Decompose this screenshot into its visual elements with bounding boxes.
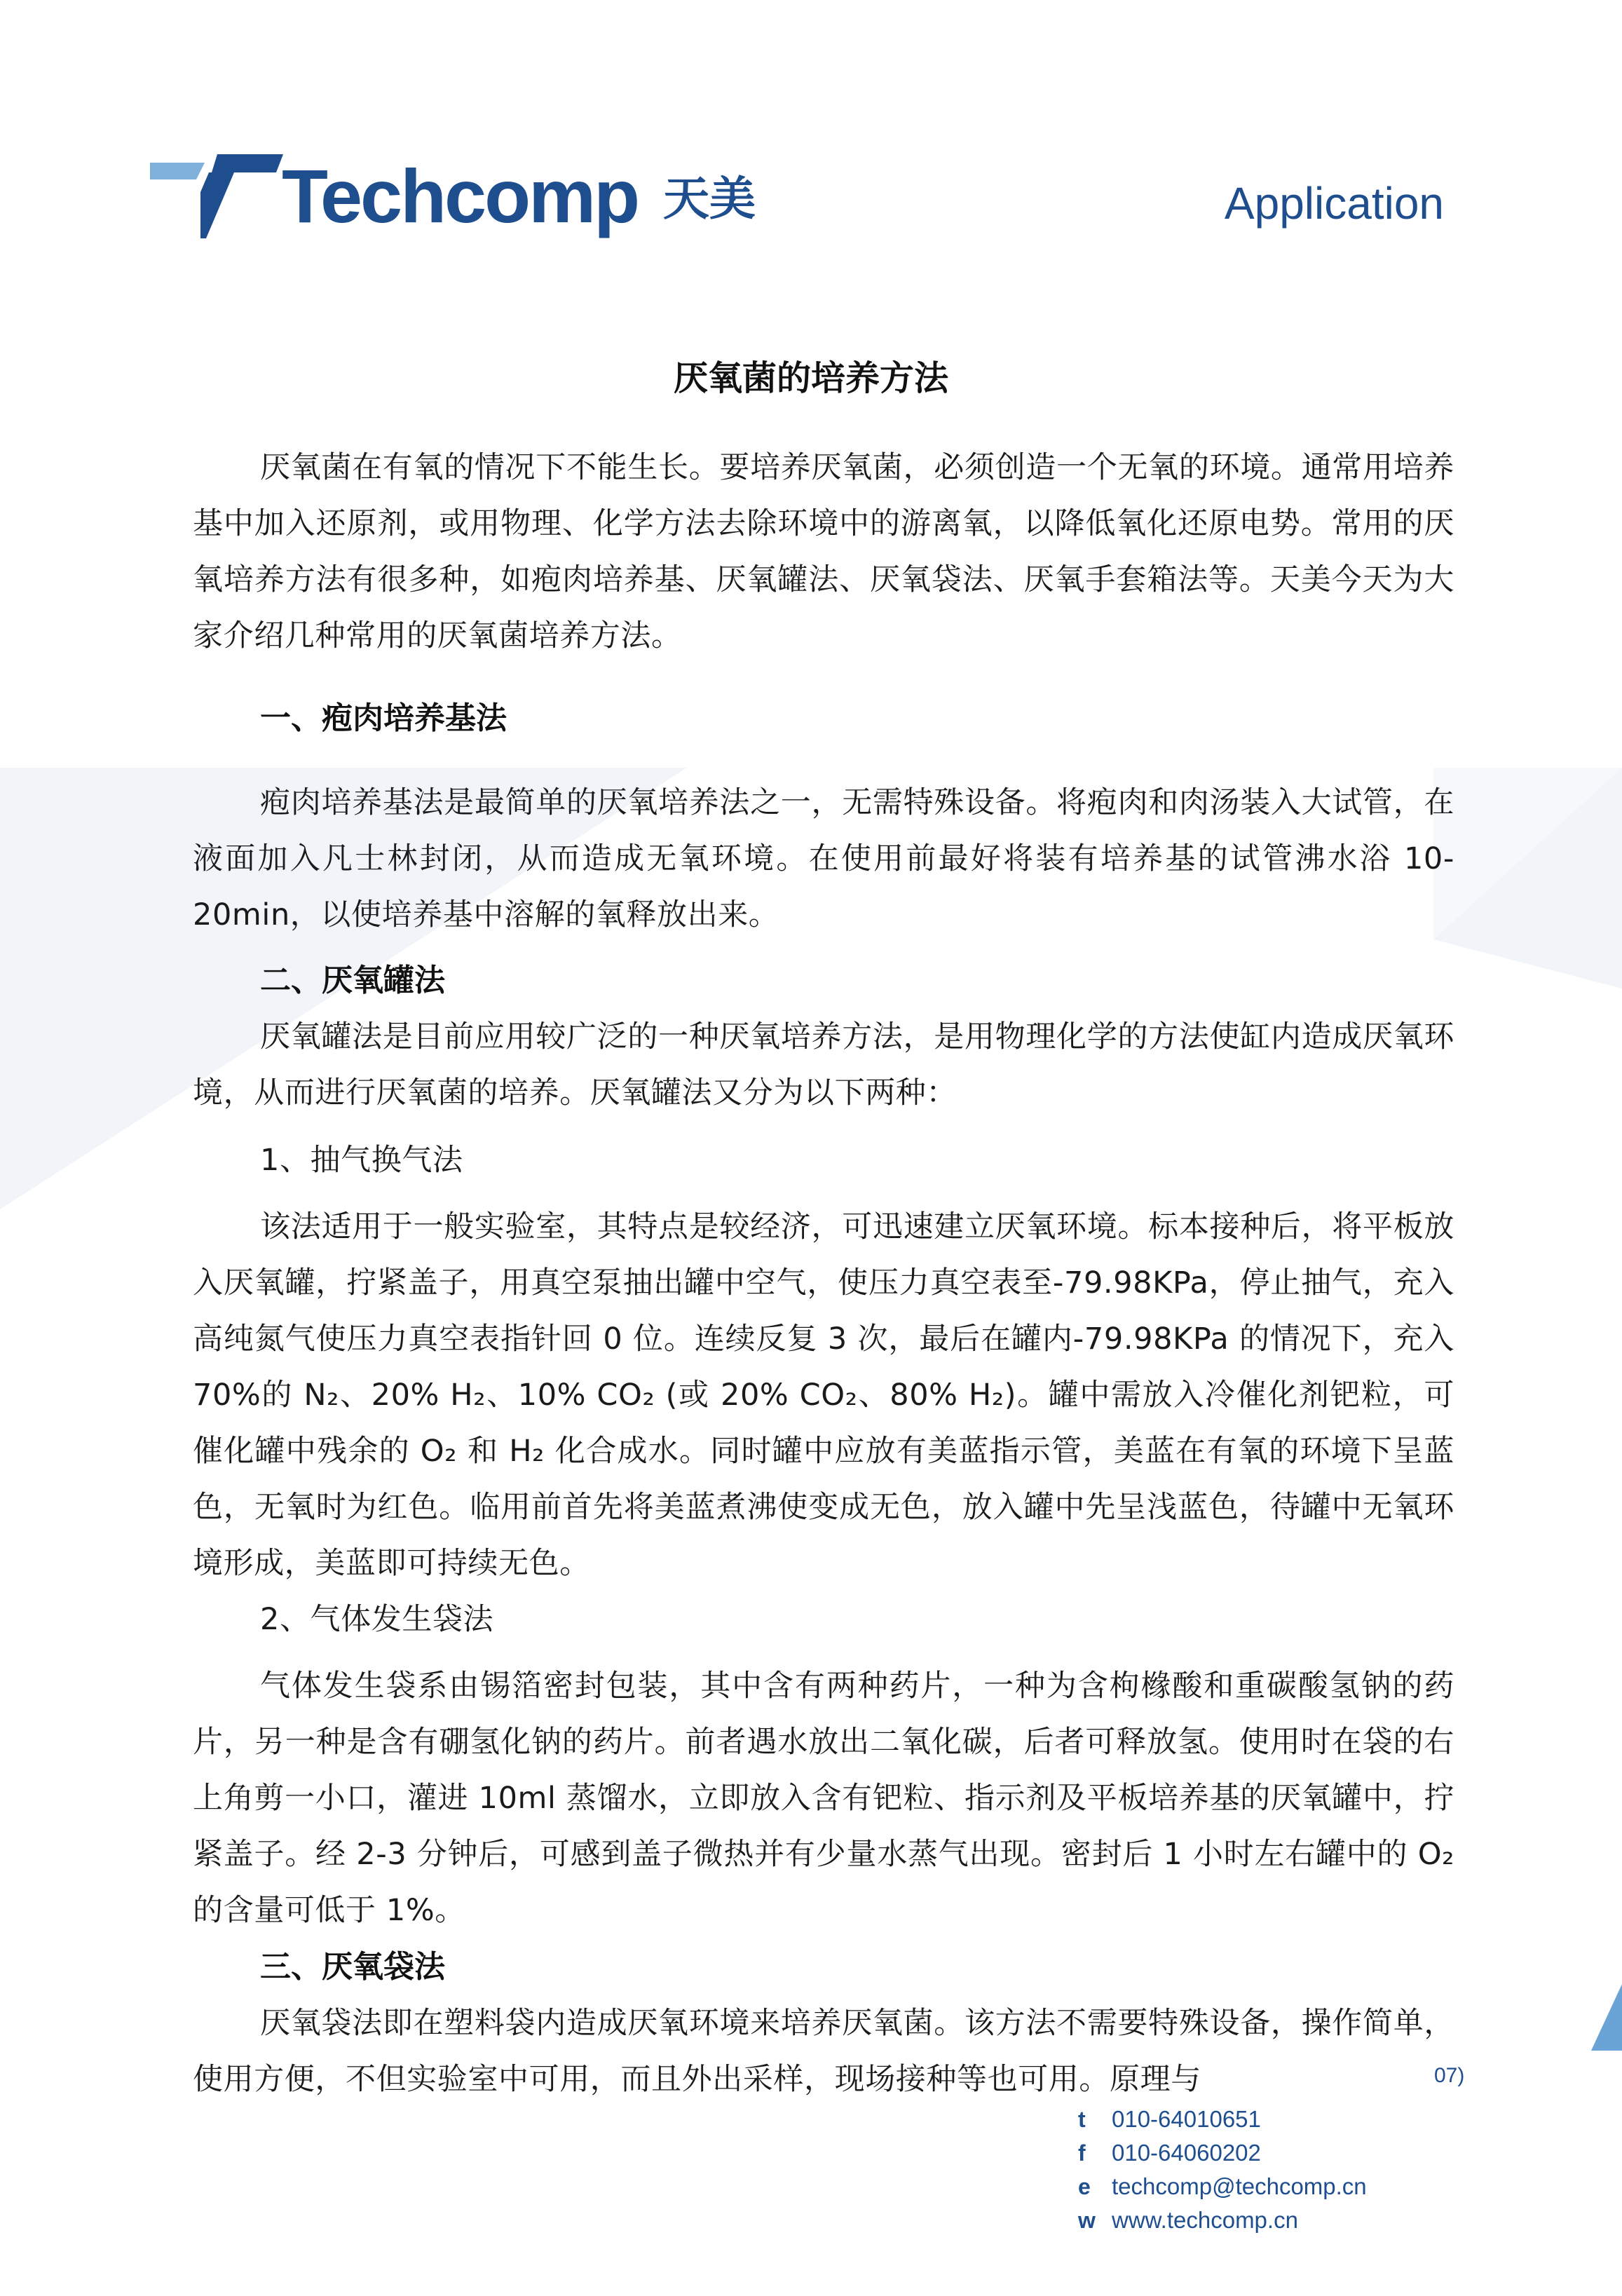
page-marker: 07) — [1434, 2064, 1465, 2087]
contact-phone — [1078, 2106, 1499, 2140]
intro-paragraph: 厌氧菌在有氧的情况下不能生长。要培养厌氧菌，必须创造一个无氧的环境。通常用培养基中加入还原剂，或用物理、化学方法去除环境中的游离氧，以降低氧化还原电势。常用的厌氧培养方法有很多种，如疱肉培养基、厌氧罐法、厌氧袋法、厌氧手套箱法等。天美今天为大家介绍几种常用的厌氧菌培养方法。 — [193, 450, 1454, 653]
section-heading: 三、厌氧袋法 — [260, 1949, 445, 1985]
corner-accent-shape — [1591, 1984, 1622, 2051]
logo-wordmark: Techcomp — [282, 154, 639, 238]
section-paragraph: 厌氧袋法即在塑料袋内造成厌氧环境来培养厌氧菌。该方法不需要特殊设备，操作简单，使用方便，不但实验室中可用，而且外出采样，现场接种等也可用。原理与 — [193, 2006, 1454, 2097]
logo-mark-icon — [150, 153, 283, 244]
method-paragraph: 气体发生袋系由锡箔密封包装，其中含有两种药片，一种为含枸橼酸和重碳酸氢钠的药片，另一种是含有硼氢化钠的药片。前者遇水放出二氧化碳，后者可释放氢。使用时在袋的右上角剪一小口，灌进 10ml 蒸馏水，立即放入含有钯粒、指示剂及平板培养基的厌氧罐中，拧紧盖子。经 2-3 分钟后，可感到盖子微热并有少量水蒸气出现。密封后 1 小时左右罐中的 O₂ 的含量可低于 1%。 — [193, 1669, 1454, 1928]
section-paragraph: 疱肉培养基法是最简单的厌氧培养法之一，无需特殊设备。将疱肉和肉汤装入大试管，在液面加入凡士林封闭，从而造成无氧环境。在使用前最好将装有培养基的试管沸水浴 10-20min，以使培养基中溶解的氧释放出来。 — [193, 785, 1454, 932]
method-heading: 2、气体发生袋法 — [260, 1602, 494, 1637]
contact-web — [1078, 2207, 1499, 2241]
techcomp-logo — [150, 153, 760, 244]
section-heading: 一、疱肉培养基法 — [260, 700, 507, 736]
logo-chinese-name: 天美 — [663, 172, 756, 226]
header-label: Application — [1224, 178, 1444, 229]
fax-value: 010-64060202 — [1112, 2140, 1261, 2166]
contact-fax — [1078, 2140, 1499, 2173]
email-key: e — [1078, 2174, 1091, 2199]
phone-value: 010-64010651 — [1112, 2106, 1261, 2132]
document-title: 厌氧菌的培养方法 — [673, 358, 948, 398]
section-heading: 二、厌氧罐法 — [260, 963, 445, 998]
method-paragraph: 该法适用于一般实验室，其特点是较经济，可迅速建立厌氧环境。标本接种后，将平板放入厌氧罐，拧紧盖子，用真空泵抽出罐中空气，使压力真空表至-79.98KPa，停止抽气，充入高纯氮气使压力真空表指针回 0 位。连续反复 3 次，最后在罐内-79.98KPa 的情况下，充入 70%的 N₂、20% H₂、10% CO₂ (或 20% CO₂、80% H₂)。罐中需放入冷催化剂钯粒，可催化罐中残余的 O₂ 和 H₂ 化合成水。同时罐中应放有美蓝指示管，美蓝在有氧的环境下呈蓝色，无氧时为红色。临用前首先将美蓝煮沸使变成无色，放入罐中先呈浅蓝色，待罐中无氧环境形成，美蓝即可持续无色。 — [193, 1209, 1454, 1581]
contact-email — [1078, 2173, 1499, 2207]
contact-block — [1078, 2106, 1499, 2241]
website-link[interactable]: www.techcomp.cn — [1112, 2207, 1298, 2233]
email-link[interactable]: techcomp@techcomp.cn — [1112, 2173, 1367, 2199]
phone-key: t — [1078, 2107, 1086, 2132]
section-paragraph: 厌氧罐法是目前应用较广泛的一种厌氧培养方法，是用物理化学的方法使缸内造成厌氧环境，从而进行厌氧菌的培养。厌氧罐法又分为以下两种： — [193, 1019, 1454, 1110]
web-key: w — [1078, 2208, 1096, 2233]
fax-key: f — [1078, 2140, 1086, 2166]
method-heading: 1、抽气换气法 — [260, 1143, 463, 1178]
